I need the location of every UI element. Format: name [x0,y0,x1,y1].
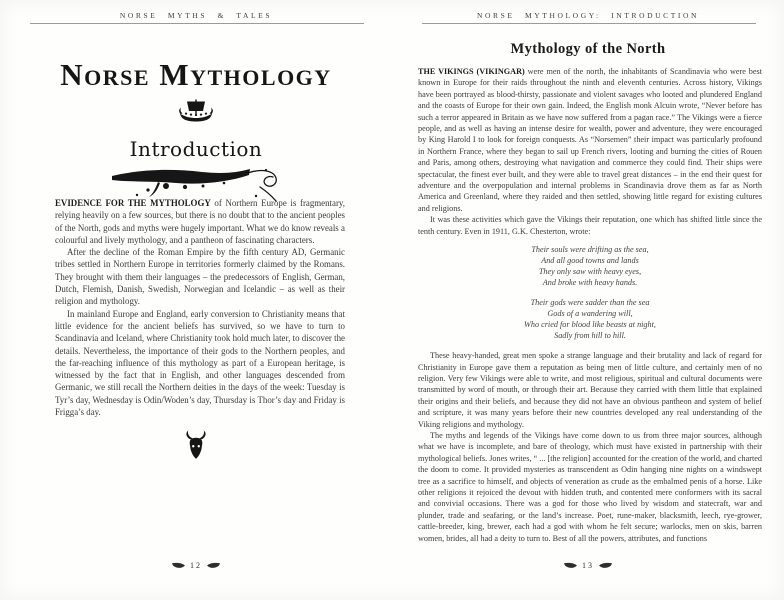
page-title: Norse Mythology [60,57,332,92]
body-paragraph [55,308,345,419]
paragraph-text: In mainland Europe and England, early conversion to Christianity means that little evidence for the ancient beliefs has survived, so we have to turn to Scandinavia and Iceland, where Christianity took hold much later, to discover the details. Nevertheless, the importance of their gods to the Northern peoples, and the far-reaching influence of this mythology as part of a European heritage, is witnessed by the fact that in English, and other languages descended from Germanic, we still recall the Northern deities in the days of the week: Tuesday is Tyr’s day, Wednesday is Odin/Woden’s day, Thursday is Thor’s day and Friday is Frigga’s day. [55,308,345,418]
body-paragraph [418,350,762,430]
paragraph-text: The myths and legends of the Vikings have come down to us from three major sources, although what we have is incomplete, and bare of theology, which must have existed in partnership with their mythological beliefs. Jones writes, “ ... [the religion] accounted for the creation of the world, and charted the doom to come. It provided mysteries as transcendent as Odin hanging nine nights on a windswept tree as a sacrifice to himself, and objects of veneration as crude as the embalmed penis of a horse. Like other religions it rejoiced the devout with hidden truth, and contented mere conformers with its sacral and convivial occasions. There was a god for those who lived by wisdom and statecraft, war and plunder, trade and seafaring, or the land’s increase. Poet, rune-maker, blacksmith, leech, rye-grower, cattle-breeder, king, brewer, each had a god with whom he felt secure; warlocks, men on skis, barren women, brides, all had a deity to turn to. Best of all the powers, attributes, and functions [418,430,762,543]
poem-line: Their souls were drifting as the sea, [531,245,649,255]
paragraph-lead: THE VIKINGS (VIKINGAR) [418,67,525,76]
poem-line: Their gods were sadder than the sea [530,298,650,308]
paragraph-text: It was these activities which gave the Vikings their reputation, one which has shifted little since the tenth century. Even in 1911, G.K. Chesterton, wrote: [418,215,762,236]
fleuron-ornament-left [563,562,577,569]
running-head: NORSE MYTHOLOGY: INTRODUCTION [476,11,700,20]
paragraph-text: of Northern Europe is fragmentary, relying heavily on a few sources, but there is no doubt that to the ancient peoples of the North, gods and myths were hugely important. What we do know reveals a colourful and lively mythology, and a pantheon of fascinating characters. [55,198,345,245]
running-head: NORSE MYTHS & TALES [119,11,273,20]
body-paragraph [55,197,345,246]
poem-line: And broke with heavy hands. [542,278,638,288]
poem-line: Who cried for blood like beasts at night, [524,320,656,330]
right-body-text [418,66,762,558]
page-number: 13 [582,560,594,570]
viking-helmet-icon [0,430,392,464]
poem-stanza [418,297,762,341]
paragraph-text: After the decline of the Roman Empire by the fifth century AD, Germanic tribes settled in Northern Europe in territories formerly claimed by the Romans. They brought with them their languages – the predecessors of English, German, Dutch, Flemish, Danish, Swedish, Norwegian and Icelandic – as well as their religion and mythology. [55,247,345,307]
section-heading: Mythology of the North [510,41,666,57]
poem-line: Sadly from hill to hill. [554,331,626,341]
title-block [0,58,392,210]
paragraph-text: were men of the north, the inhabitants of Scandinavia who were best known in Europe for their raids throughout the ninth and eleventh centuries. Across history, Vikings have been portrayed as blood-thirsty, passionate and violent savages who looted and plundered England and the coasts of Europe for their own gain. Indeed, the English monk Alcuin wrote, “Never before has such a terror appeared in Britain as we have now suffered from a pagan race.” The Vikings were a fierce people, and as well as having an intense desire for wealth, power and adventure, they were encouraged by King Harold I to look for foreign conquests. As “Norsemen” their impact was particularly profound in Northern France, where they began to sail up French rivers, looting and burning the cities of Rouen and Paris, among others, destroying what navigation and commerce they could find. Their ships were spectacular, the finest ever built, and they were able to travel great distances – in the end their quest for adventure and the overpopulation and internal problems in Scandinavia drove them as far as North America and Greenland, where they raided and then settled, showing little regard for existing cultures and religions. [418,67,762,213]
page-right [392,0,784,600]
poem-line: And all good towns and lands [541,256,639,266]
fleuron-ornament-right [207,562,221,569]
poem-stanza [418,244,762,288]
body-paragraph [418,430,762,544]
header-rule [422,23,756,24]
page-footer [0,560,392,570]
fleuron-ornament-left [171,562,185,569]
left-body-text [55,197,345,418]
viking-ship-icon [0,99,392,128]
poem-block [418,244,762,341]
body-paragraph [418,66,762,214]
chapter-subtitle: Introduction [129,137,263,162]
body-paragraph [55,246,345,307]
header-rule [30,23,364,24]
page-footer [392,560,784,570]
page-number: 12 [190,560,202,570]
paragraph-text: These heavy-handed, great men spoke a strange language and their brutality and lack of regard for Christianity in Europe gave them a reputation as being men of little culture, and certainly men of no religion. Very few Vikings were able to write, and most religious, spiritual and cultural documents were transmitted by word of mouth, or through their art. Because they carried with them little that explained their origins and their beliefs, and because they did not have an obvious pantheon and system of belief and scripture, it was many years before their new countries developed any real understanding of the Viking religions and mythology. [418,351,762,429]
poem-line: Gods of a wandering will, [547,309,633,319]
poem-line: They only saw with heavy eyes, [538,267,642,277]
paragraph-lead: EVIDENCE FOR THE MYTHOLOGY [55,198,211,208]
body-paragraph [418,214,762,237]
fleuron-ornament-right [599,562,613,569]
